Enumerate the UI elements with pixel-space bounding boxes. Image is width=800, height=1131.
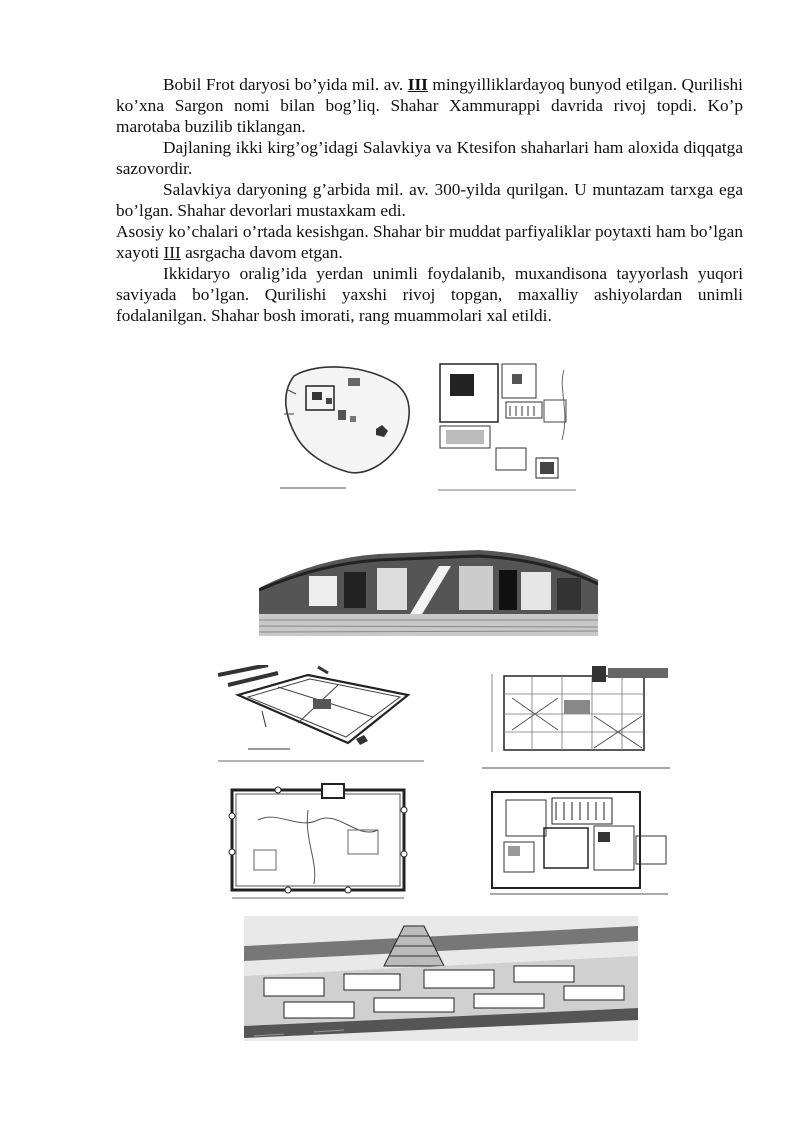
city-reconstruction-aerial-view xyxy=(244,916,638,1041)
city-plan-oval-sketch xyxy=(266,354,434,494)
body-text xyxy=(116,74,743,326)
paragraph-mesopotamia: Ikkidaryo oralig’ida yerdan unimli foydalanib, muxandisona tayyorlash yuqori saviyada bo’lgan. Qurilishi yaxshi rivoj topgan, maxalliy ashiyolardan unimli fodalanilgan. Shahar bosh imorati, rang muammolari xal etildi. xyxy=(116,264,743,325)
paragraph-streets: Asosiy ko’chalari o’rtada kesishgan. Shahar bir muddat parfiyaliklar poytaxti ham bo’lgan xayoti III asrgacha davom etgan. xyxy=(116,222,743,262)
walled-city-plan-perspective xyxy=(218,665,424,765)
roman-numeral-century: III xyxy=(163,243,181,262)
ziggurat-ruins-photo xyxy=(259,528,598,636)
rectangular-city-wall-plan xyxy=(218,780,410,902)
gridded-floor-plan xyxy=(482,664,670,772)
paragraph-tigris-cities: Dajlaning ikki kirg’og’idagi Salavkiya va Ktesifon shaharlari ham aloxida diqqatga sazovordir. xyxy=(116,138,743,178)
temple-complex-plan xyxy=(436,360,578,494)
paragraph-babylon: Bobil Frot daryosi bo’yida mil. av. III mingyilliklardayoq bunyod etilgan. Qurilishi ko’xna Sargon nomi bilan bog’liq. Shahar Xammurappi davrida rivoj topdi. Ko’p marotaba buzilib tiklangan. xyxy=(116,75,743,136)
palace-floor-plan xyxy=(486,786,672,898)
paragraph-seleucia: Salavkiya daryoning g’arbida mil. av. 300-yilda qurilgan. U muntazam tarxga ega bo’lgan. Shahar devorlari mustaxkam edi. xyxy=(116,180,743,220)
roman-numeral-millennium: III xyxy=(407,75,428,94)
